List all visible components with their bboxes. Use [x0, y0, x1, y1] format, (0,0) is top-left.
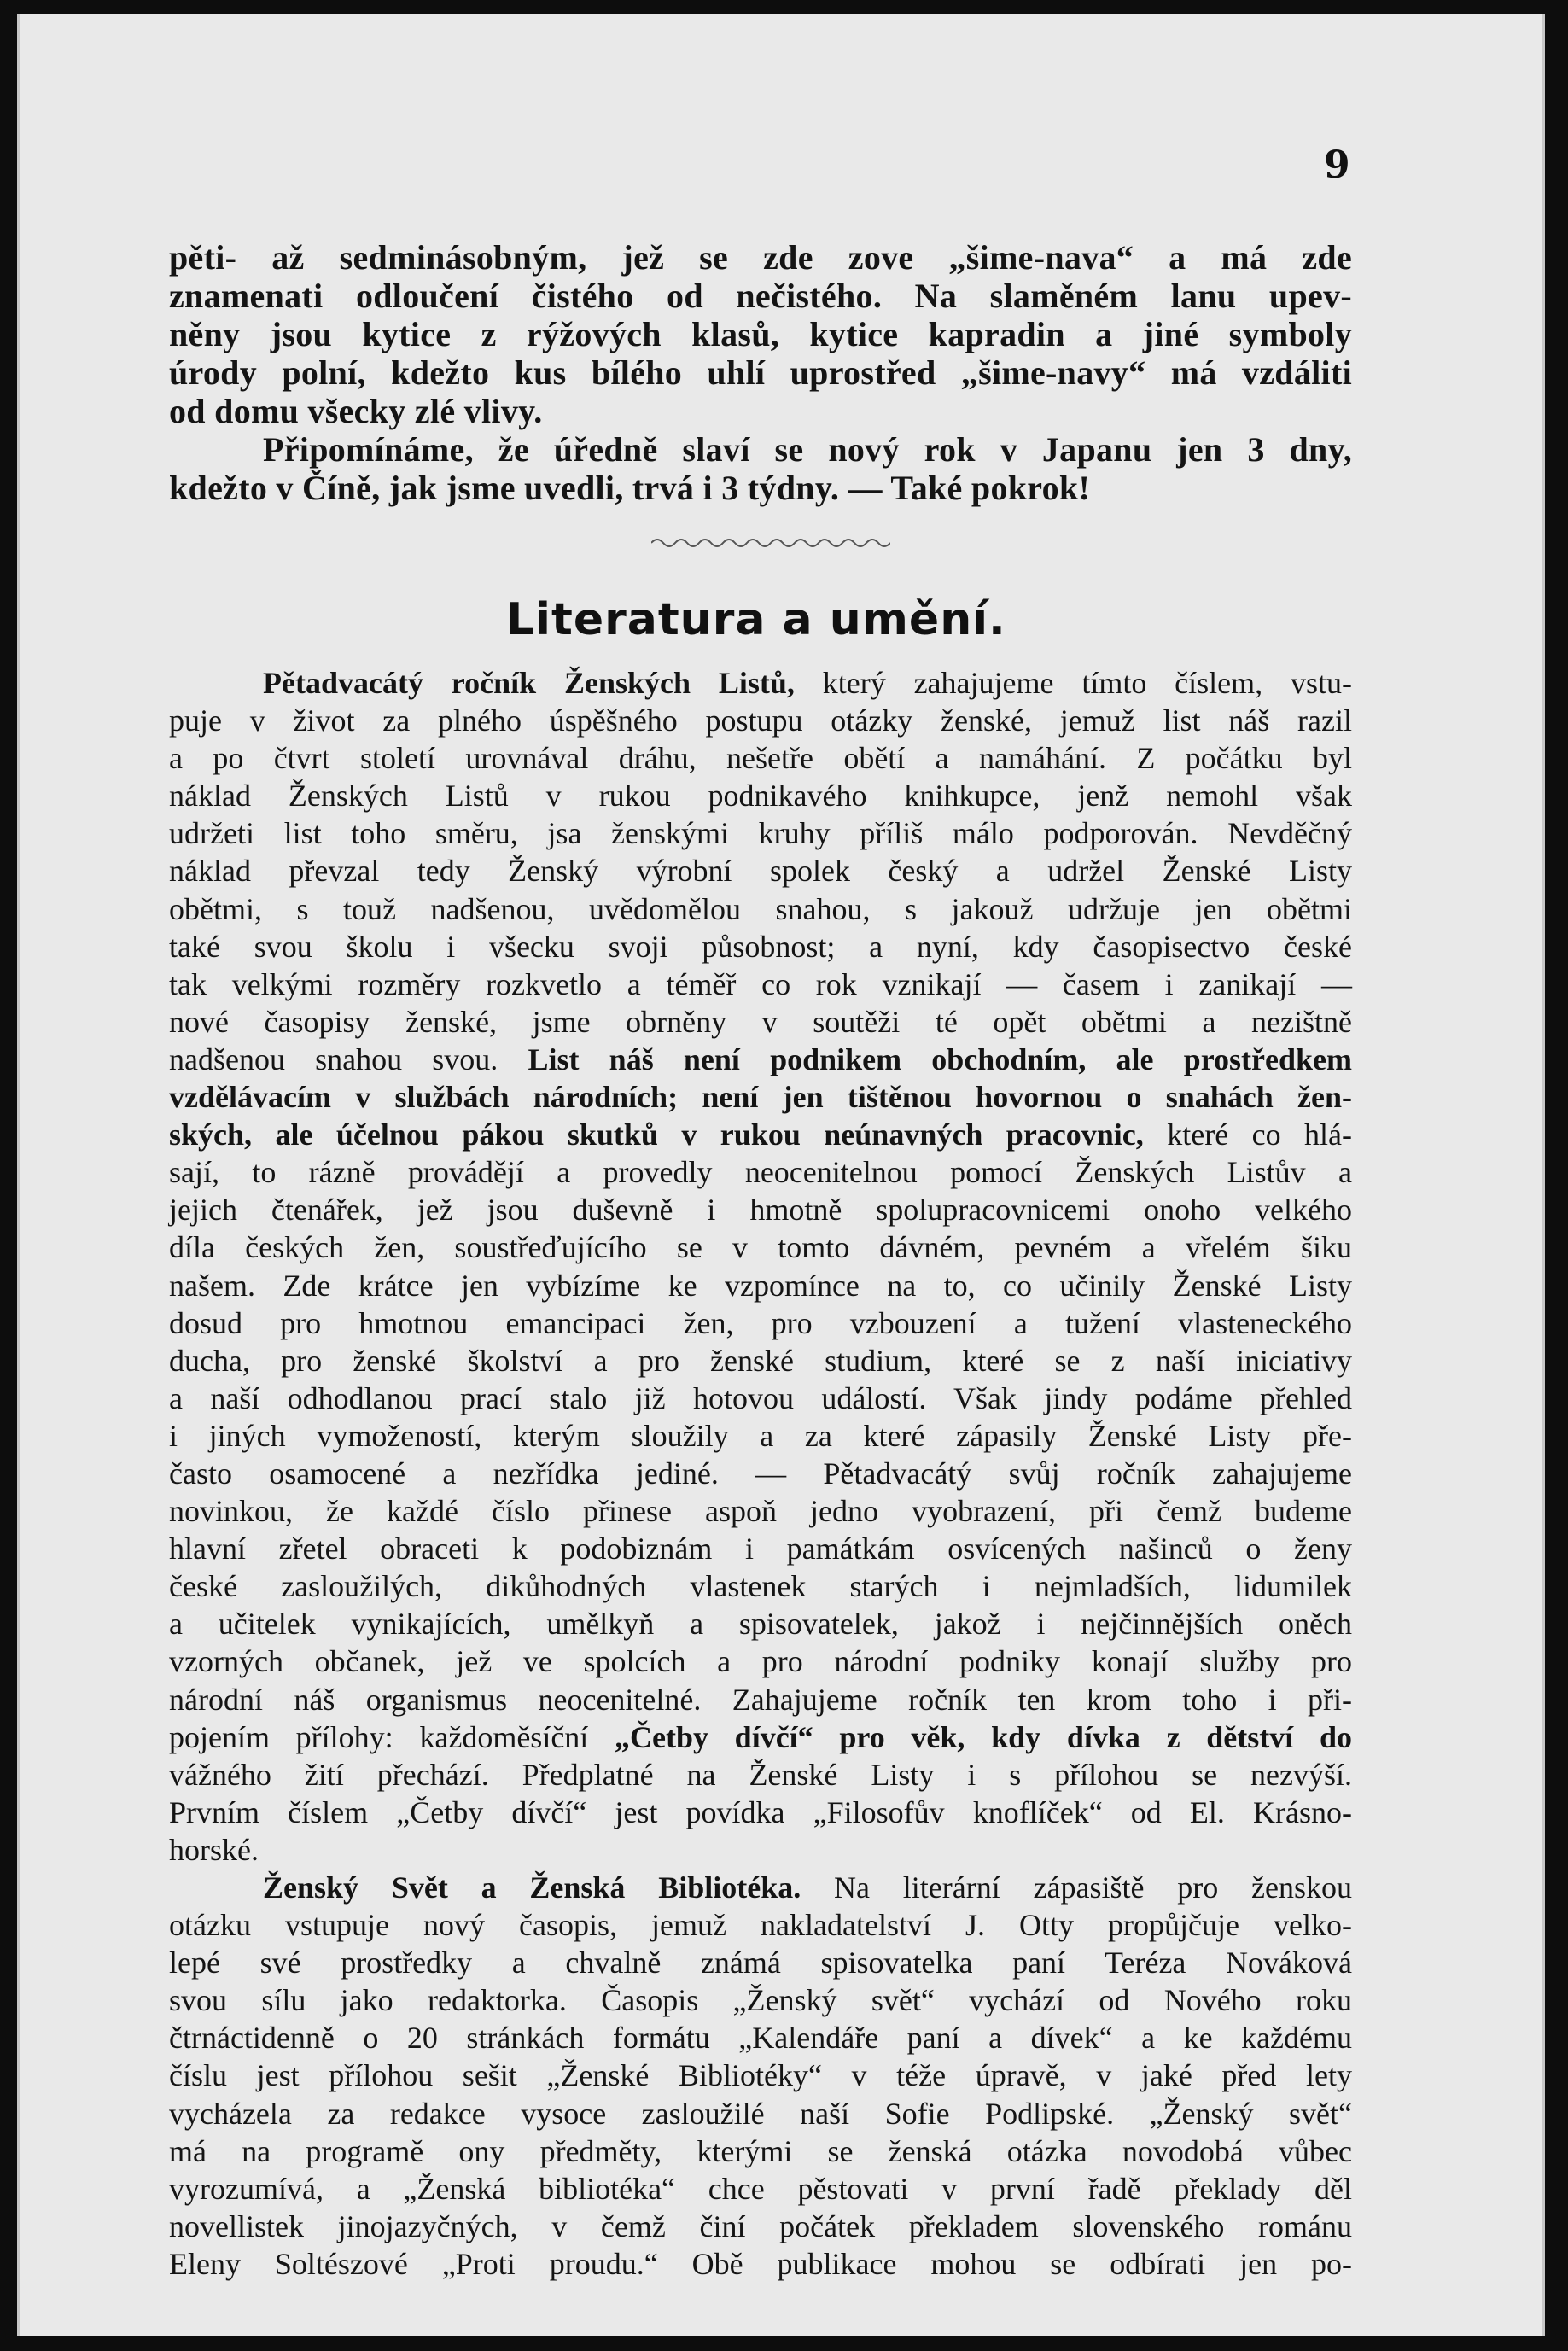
text-line — [169, 1078, 1352, 1116]
text-line — [169, 664, 1352, 702]
page-number: 9 — [1324, 143, 1350, 187]
text-run: Prvním číslem „Četby dívčí“ jest povídka „Filosofův knoflíček“ od El. Krásno- — [169, 1794, 1352, 1829]
text-line — [169, 2056, 1352, 2094]
text-run: také svou školu i všecku svoji působnost; a nyní, kdy časopisectvo české — [169, 929, 1352, 964]
bold-text-run: ských, ale účelnou pákou skutků v rukou neúnavných pracovnic, — [169, 1117, 1144, 1152]
text-line — [169, 1681, 1352, 1718]
text-line — [169, 1605, 1352, 1642]
text-run: Na literární zápasiště pro ženskou — [801, 1870, 1352, 1905]
text-run: novinkou, že každé číslo přinese aspoň jedno vyobrazení, při čemž budeme — [169, 1494, 1352, 1529]
text-run: vážného žití přechází. Předplatné na Ženské Listy i s přílohou se nezvýší. — [169, 1757, 1352, 1792]
text-line — [169, 1003, 1352, 1041]
text-run: díla českých žen, soustřeďujícího se v tomto dávném, pevném a vřelém šiku — [169, 1230, 1352, 1265]
text-line — [169, 2095, 1352, 2132]
text-line — [169, 965, 1352, 1003]
text-run: a po čtvrt století urovnával dráhu, nešetře obětí a namáhání. Z počátku byl — [169, 741, 1352, 776]
text-run: horské. — [169, 1832, 259, 1867]
text-line — [169, 928, 1352, 965]
book-page — [17, 14, 1545, 2336]
text-line — [169, 2245, 1352, 2283]
text-line — [169, 1304, 1352, 1342]
text-line — [169, 1380, 1352, 1417]
text-line — [169, 852, 1352, 890]
text-run: nadšenou snahou svou. — [169, 1041, 528, 1076]
text-run: udržeti list toho směru, jsa ženskými kruhy příliš málo podporován. Nevděčný — [169, 816, 1352, 851]
text-run: jejich čtenářek, jež jsou duševně i hmotně spolupracovnicemi onoho velkého — [169, 1193, 1352, 1228]
text-run: novellistek jinojazyčných, v čemž činí počátek překladem slovenského románu — [169, 2208, 1352, 2243]
text-line: znamenati odloučení čistého od nečistého. Na slaměném lanu upev- — [169, 277, 1352, 315]
text-line — [169, 2019, 1352, 2056]
bold-text-run: Ženský Svět a Ženská Bibliotéka. — [263, 1870, 801, 1905]
section-heading: Literatura a umění. — [506, 594, 1006, 645]
text-run: i jiných vymožeností, kterým sloužily a za které zápasily Ženské Listy pře- — [169, 1418, 1352, 1453]
text-run: svou sílu jako redaktorka. Časopis „Ženský svět“ vychází od Nového roku — [169, 1983, 1352, 2018]
text-run: a učitelek vynikajících, umělkyň a spisovatelek, jakož i nejčinnějších oněch — [169, 1607, 1352, 1642]
bold-text-run: List náš není podnikem obchodním, ale prostředkem — [528, 1041, 1352, 1076]
text-line — [169, 1831, 1352, 1869]
text-line — [169, 1794, 1352, 1831]
text-line — [169, 1228, 1352, 1266]
text-line — [169, 1718, 1352, 1756]
text-line: od domu všecky zlé vlivy. — [169, 392, 543, 430]
text-line — [169, 1342, 1352, 1380]
article-text — [169, 664, 1352, 2283]
text-run: národní náš organismus neocenitelné. Zahajujeme ročník ten krom toho i při- — [169, 1682, 1352, 1717]
bold-text-run: vzdělávacím v službách národních; není jen tištěnou hovornou o snahách žen- — [169, 1080, 1352, 1115]
text-line — [169, 1116, 1352, 1153]
text-line — [169, 1417, 1352, 1455]
text-line: Připomínáme, že úředně slaví se nový rok v Japanu jen 3 dny, — [263, 430, 1352, 469]
text-line — [169, 1567, 1352, 1605]
text-run: často osamocené a nezřídka jediné. — Pětadvacátý svůj ročník zahajujeme — [169, 1456, 1352, 1491]
text-line — [169, 2132, 1352, 2170]
text-run: dosud pro hmotnou emancipaci žen, pro vzbouzení a tužení vlasteneckého — [169, 1305, 1352, 1340]
text-line: kdežto v Číně, jak jsme uvedli, trvá i 3 týdny. — Také pokrok! — [169, 469, 1091, 507]
text-run: Eleny Soltészové „Proti proudu.“ Obě publikace mohou se odbírati jen po- — [169, 2246, 1352, 2281]
text-run: ducha, pro ženské školství a pro ženské studium, které se z naší iniciativy — [169, 1343, 1352, 1378]
text-line — [169, 1455, 1352, 1492]
text-run: sají, to rázně provádějí a provedly neocenitelnou pomocí Ženských Listův a — [169, 1155, 1352, 1190]
intro-text — [169, 238, 1352, 507]
text-line — [169, 1530, 1352, 1567]
text-run: lepé své prostředky a chvalně známá spisovatelka paní Teréza Nováková — [169, 1946, 1352, 1981]
text-run: vzorných občanek, jež ve spolcích a pro národní podniky konají služby pro — [169, 1644, 1352, 1679]
text-run: který zahajujeme tímto číslem, vstu- — [794, 666, 1352, 700]
text-line — [169, 1944, 1352, 1981]
text-run: které co hlá- — [1143, 1117, 1352, 1152]
text-line — [169, 1869, 1352, 1906]
text-run: náklad Ženských Listů v rukou podnikavého knihkupce, jenž nemohl však — [169, 779, 1352, 814]
text-line — [169, 1191, 1352, 1228]
text-line — [169, 1041, 1352, 1078]
text-run: otázku vstupuje nový časopis, jemuž nakladatelství J. Otty propůjčuje velko- — [169, 1908, 1352, 1943]
wavy-divider-ornament — [651, 534, 890, 551]
text-line — [169, 1642, 1352, 1680]
text-line — [169, 1756, 1352, 1794]
text-line — [169, 777, 1352, 814]
text-run: tak velkými rozměry rozkvetlo a téměř co rok vznikají — časem i zanikají — — [169, 966, 1352, 1001]
text-run: a naší odhodlanou prací stalo již hotovou událostí. Však jindy podáme přehled — [169, 1380, 1352, 1415]
text-line — [169, 2170, 1352, 2208]
text-run: má na programě ony předměty, kterými se ženská otázka novodobá vůbec — [169, 2133, 1352, 2168]
text-line — [169, 1492, 1352, 1530]
text-run: nové časopisy ženské, jsme obrněny v soutěži té opět obětmi a nezištně — [169, 1004, 1352, 1039]
text-run: vyrozumívá, a „Ženská bibliotéka“ chce pěstovati v první řadě překlady děl — [169, 2171, 1352, 2206]
text-line — [169, 1981, 1352, 2019]
text-run: náklad převzal tedy Ženský výrobní spolek český a udržel Ženské Listy — [169, 854, 1352, 889]
text-run: české zasloužilých, dikůhodných vlastenek starých i nejmladších, lidumilek — [169, 1569, 1352, 1604]
text-line — [169, 739, 1352, 777]
text-line: pěti- až sedminásobným, jež se zde zove „šime-nava“ a má zde — [169, 238, 1352, 277]
text-line — [169, 814, 1352, 852]
text-line: něny jsou kytice z rýžových klasů, kytice kapradin a jiné symboly — [169, 315, 1352, 353]
text-run: hlavní zřetel obraceti k podobiznám i památkám osvícených našinců o ženy — [169, 1531, 1352, 1566]
text-run: našem. Zde krátce jen vybízíme ke vzpomínce na to, co učinily Ženské Listy — [169, 1268, 1352, 1303]
text-line — [169, 1906, 1352, 1944]
text-run: číslu jest přílohou sešit „Ženské Bibliotéky“ v téže úpravě, v jaké před lety — [169, 2058, 1352, 2093]
text-run: obětmi, s touž nadšenou, uvědomělou snahou, s jakouž udržuje jen obětmi — [169, 891, 1352, 926]
text-line — [169, 1267, 1352, 1304]
bold-text-run: „Četby dívčí“ pro věk, kdy dívka z dětství do — [615, 1719, 1352, 1754]
text-line — [169, 890, 1352, 928]
bold-text-run: Pětadvacátý ročník Ženských Listů, — [263, 666, 795, 700]
text-line — [169, 1153, 1352, 1191]
text-run: čtrnáctidenně o 20 stránkách formátu „Kalendáře paní a dívek“ a ke každému — [169, 2021, 1352, 2056]
text-line — [169, 702, 1352, 739]
text-line — [169, 2208, 1352, 2245]
text-run: puje v život za plného úspěšného postupu otázky ženské, jemuž list náš razil — [169, 703, 1352, 738]
text-run: vycházela za redakce vysoce zasloužilé naší Sofie Podlipské. „Ženský svět“ — [169, 2096, 1352, 2131]
text-line: úrody polní, kdežto kus bílého uhlí uprostřed „šime-navy“ má vzdáliti — [169, 353, 1352, 392]
text-run: pojením přílohy: každoměsíční — [169, 1719, 615, 1754]
